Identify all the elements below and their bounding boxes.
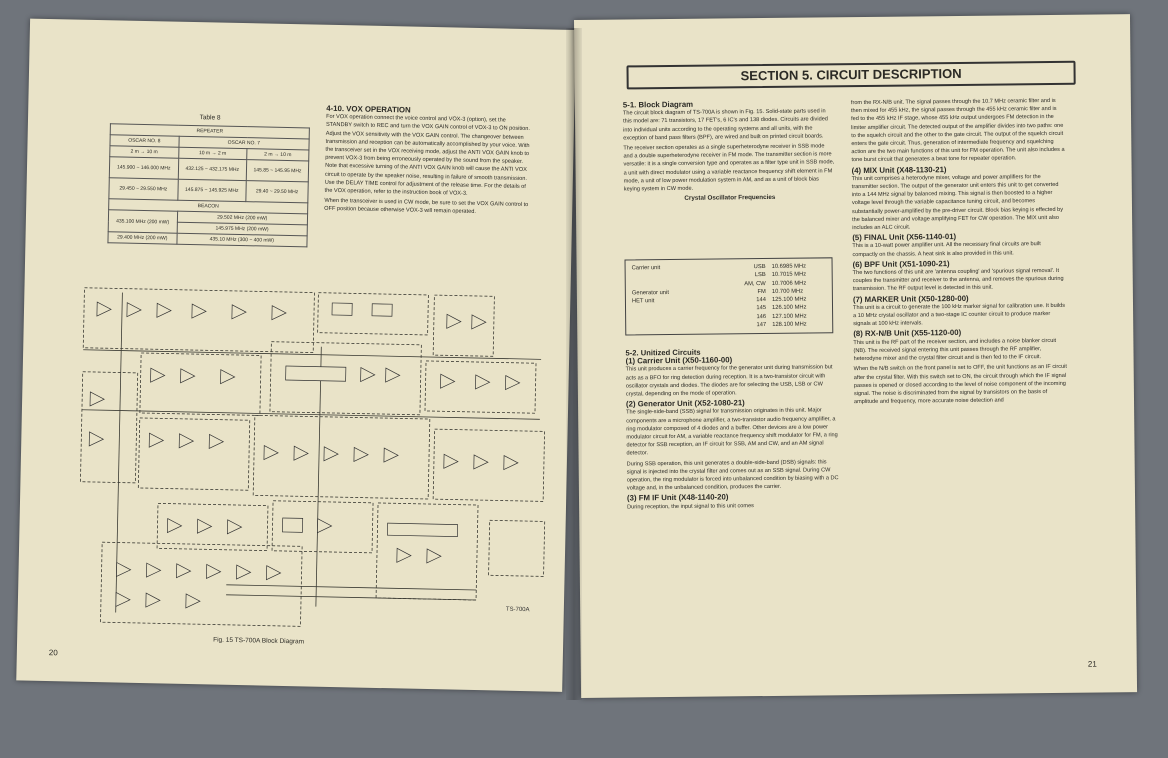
osc-unit: Generator unit <box>631 289 669 297</box>
osc-freq: 127.100 MHz <box>772 313 807 320</box>
col2-text: from the RX-N/B unit. The signal passes through the 10.7 MHz ceramic filter and is then mixed for 455 kHz, the signal passes through the 455 kHz ceramic filter and is fed to the 455 kHz IF stage, whose 455 kHz output undergoes FM detection in the limiter amplifier circuit. The detected output of the amplifier divides into two paths: one to the squelch circuit and the other to the gate circuit. The output of the squelch circuit enters the gate circuit. Thus, generation of intermediate frequency and squelching action are the two main functions of this unit for FM operation. The unit also includes a tone burst circuit that generates a beat tone for repeater operation. <box>850 97 1065 164</box>
table-cell: 145.85 ~ 145.95 MHz <box>246 160 308 182</box>
repeater-table <box>107 123 309 247</box>
crystal-oscillator-table <box>625 257 834 336</box>
marker-heading: (7) MARKER Unit (X50-1280-00) <box>852 293 969 304</box>
block-diagram <box>75 282 552 637</box>
mix-heading: (4) MIX Unit (X48-1130-21) <box>851 164 947 175</box>
osc-freq: 10.7015 MHz <box>771 271 807 279</box>
unitized-heading: 5-2. Unitized Circuits <box>625 347 701 358</box>
table-cell: 435.10 MHz (300 ~ 400 mW) <box>176 233 307 247</box>
block-text-2: The receiver section operates as a single superheterodyne receiver in SSB mode and a double superheterodyne receiver in FM mode. The transmitter section is more versatile: it is a single conversion type and operates as a filter type unit in SSB mode, a unit with direct modulator using a variable reactance frequency shift element in FM mode, a unit of low power modulation system in AM, and as a unit of block bias keying system in CW mode. <box>623 143 835 193</box>
table-cell: 2 m → 10 m <box>247 149 309 161</box>
vox-text-2: When the transceiver is used in CW mode, be sure to set the VOX GAIN control to OFF position because otherwise VOX-3 will remain operated. <box>324 198 529 216</box>
repeater-label: REPEATER <box>110 124 309 139</box>
generator-heading: (2) Generator Unit (X52-1080-21) <box>625 398 745 409</box>
book-spine <box>566 28 582 700</box>
table-cell: 145.875 ~ 145.925 MHz <box>177 179 246 201</box>
page-number-left: 20 <box>48 648 58 658</box>
carrier-heading: (1) Carrier Unit (X50-1160-00) <box>625 355 733 366</box>
osc-freq: 125.100 MHz <box>771 296 807 304</box>
osc-unit: Carrier unit <box>631 265 661 272</box>
block-text: The circuit block diagram of TS-700A is shown in Fig. 15. Solid-state parts used in this model are: 71 transistors, 17 FET's, 6 IC's and 138 diodes. Circuits are divided into individual units according to the operating systems and all units, with the exception of band pass filters (BPF), are wired and built on printed circuit boards. <box>622 108 828 142</box>
table-cell: 29.450 ~ 29.550 MHz <box>109 178 178 200</box>
vox-text: For VOX operation connect the voice control and VOX-3 (option), set the STANDBY switch to REC and turn the VOX GAIN control of VOX-3 to ON position. Adjust the VOX sensitivity with the VOX GAIN control. The changeover between transmission and reception can be automatically accomplished by your voice. With the transceiver set in the VOX receiving mode, adjust the ANTI VOX GAIN knob to prevent VOX-3 from being erroneously operated by the sound from the speaker. Note that excessive turning of the ANTI VOX GAIN knob will cause the ANTI VOX circuit to operate by the speaker noise, resulting in failure of smooth transmission. Use the DELAY TIME control for adjustment of the release time. For the details of the VOX operation, refer to the instruction book of VOX-3. <box>324 113 531 197</box>
osc-unit <box>632 322 722 331</box>
osc-mode: FM <box>757 288 766 295</box>
generator-text-2: During SSB operation, this unit generates a double-side-band (DSB) signals: this signal is injected into the crystal filter and comes out as an SSB signal. During CW operation, the ring modulator is forced into unbalanced condition by biasing with a DC voltage and, in the unbalanced condition, produces the carrier. <box>626 459 839 492</box>
fmif-heading: (3) FM IF Unit (X48-1140-20) <box>626 492 729 503</box>
final-heading: (5) FINAL Unit (X56-1140-01) <box>852 232 957 243</box>
page-number-right: 21 <box>1087 659 1097 669</box>
table-cell: 435.100 MHz (200 mW) <box>108 210 177 233</box>
right-page <box>574 14 1137 698</box>
oscar8-label: OSCAR NO. 8 <box>110 135 179 147</box>
unitized-column <box>625 347 839 513</box>
left-page <box>16 19 576 692</box>
marker-text: This unit is a circuit to generate the 100 kHz marker signal for calibration use. It builds a 10 MHz crystal oscillator and a two-stage IC counter circuit to produce marker signals at 100 kHz intervals. <box>852 302 1066 328</box>
osc-mode: 145 <box>756 305 767 312</box>
osc-mode: 144 <box>756 297 766 304</box>
osc-mode: 146 <box>756 313 767 320</box>
vox-section <box>324 105 532 220</box>
table-cell: 29.40 ~ 29.50 MHz <box>246 181 308 203</box>
fmif-text: During reception, the input signal to this unit comes <box>627 502 755 511</box>
table-cell: 29.400 MHz (200 mW) <box>108 232 177 244</box>
bpf-heading: (6) BPF Unit (X51-1090-21) <box>852 258 950 269</box>
osc-mode: 147 <box>756 322 767 329</box>
right-column <box>851 97 1068 409</box>
left-column <box>623 99 836 204</box>
osc-mode: LSB <box>754 272 766 279</box>
rxnb-text-2: When the N/B switch on the front panel is set to OFF, the unit functions as an IF circuit after the crystal filter. With this switch set to ON, the circuit through which the IF signal passes is opened or closed according to the level of noise component of the incoming signal. The noise is discriminated from the signal by transistors on the basis of amplitude and frequency, more accurate noise detection and <box>853 364 1067 406</box>
osc-freq: 10.6985 MHz <box>771 263 807 270</box>
carrier-text: This unit produces a carrier frequency for the generator unit during transmission but acts as a BFO for ring detection during reception. It is a two-transistor circuit with oscillator crystals and diodes. The diodes are for selecting the USB, LSB or CW crystal, depending on the mode of operation. <box>625 364 833 398</box>
table-cell: 2 m → 10 m <box>110 146 179 158</box>
table-title: Table 8 <box>199 114 221 122</box>
table-cell: 145.900 ~ 146.000 MHz <box>109 157 178 179</box>
mix-text: This unit comprises a heterodyne mixer, voltage and power amplifiers for the transmitter section. The output of the generator unit enters this unit to get converted into a 144 MHz signal by balanced mixing. This signal is then boosted to a higher voltage level through the variable capacitance tuning circuit, and becomes substantially power-amplified by the pre-driver circuit. Block bias keying is effected by the balanced mixer and voltage amplifying FET for CW operation. The MIX unit also includes an ALC circuit. <box>851 173 1064 232</box>
vox-heading: 4-10. VOX OPERATION <box>326 103 411 115</box>
section-title: SECTION 5. CIRCUIT DESCRIPTION <box>626 61 1075 90</box>
osc-heading: Crystal Oscillator Frequencies <box>684 194 776 203</box>
osc-freq: 126.100 MHz <box>771 305 807 312</box>
table-cell: 432.125 ~ 432.175 MHz <box>178 158 247 180</box>
osc-unit: HET unit <box>631 298 655 305</box>
table-cell: 10 m → 2 m <box>178 147 247 159</box>
osc-mode: USB <box>753 264 766 271</box>
rxnb-heading: (8) RX-N/B Unit (X55-1120-00) <box>853 328 962 339</box>
bpf-text: The two functions of this unit are 'antenna coupling' and 'spurious signal removal'. It couples the transmitter and receiver to the antenna, and removes the spurious during transmission. The RF output level is detected in this unit. <box>852 267 1064 293</box>
osc-mode: AM, CW <box>744 280 766 287</box>
rxnb-text: This unit is the RF part of the receiver section, and includes a noise blanker circuit (NB). The received signal entering this unit passes through the RF amplifier, heterodyne mixer and the crystal filter circuit and is then fed to the IF circuit. <box>853 337 1057 363</box>
beacon-label: BEACON <box>109 199 308 214</box>
table-cell: 29.502 MHz (200 mW) <box>177 211 308 225</box>
oscar7-label: OSCAR NO. 7 <box>178 136 309 150</box>
figure-tag: TS-700A <box>505 606 530 614</box>
generator-text: The single-side-band (SSB) signal for transmission originates in this unit. Major components are a microphone amplifier, a two-transistor audio frequency amplifier, a ring modulator composed of 4 diodes and a buffer. Other devices are a low power modulator circuit for AM, a variable reactance frequency shift modulator for FM, a ring detector for SSB reception, an IF circuit for SSB, AM and CW, and an AM signal detector. <box>626 407 838 457</box>
osc-row <box>632 320 826 330</box>
final-text: This is a 10-watt power amplifier unit. All the necessary final circuits are built compactly on the chassis. A heat sink is also provided in this unit. <box>852 241 1041 258</box>
osc-freq: 10.7006 MHz <box>771 280 807 287</box>
table-8 <box>107 112 310 247</box>
block-diagram-heading: 5-1. Block Diagram <box>622 99 694 110</box>
osc-freq: 128.100 MHz <box>772 321 807 329</box>
osc-freq: 10.700 MHz <box>771 288 804 295</box>
figure-caption: Fig. 15 TS-700A Block Diagram <box>213 636 305 646</box>
table-cell: 145.975 MHz (200 mW) <box>177 222 308 236</box>
